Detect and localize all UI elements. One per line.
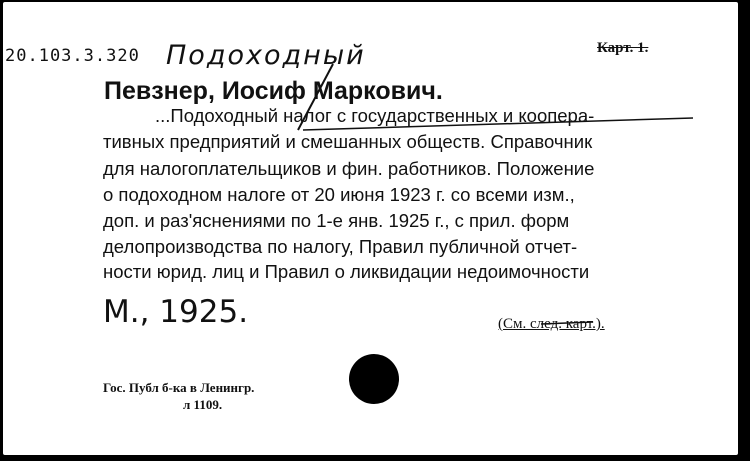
handwritten-subject: Подоходный [166, 40, 366, 71]
see-next-text: (См. след. карт.). [498, 316, 605, 332]
card-label: Карт. 1. [597, 40, 649, 56]
description-line-7: ности юрид. лиц и Правил о ликвидации недоимочности [103, 261, 590, 282]
catalog-number: 20.103.3.320 [5, 46, 140, 66]
handwritten-place-year: М., 1925. [103, 294, 249, 330]
description-line-2: тивных предприятий и смешанных обществ. Справочник [103, 131, 593, 152]
pen-underline-mark [303, 118, 693, 130]
description-line-6: делопроизводства по налогу, Правил публичной отчет- [103, 236, 578, 257]
description-line-4: о подоходном налоге от 20 июня 1923 г. со всеми изм., [103, 184, 575, 205]
description-line-1: ...Подоходный налог с государственных и коопера- [155, 105, 595, 126]
description-line-5: доп. и раз'яснениями по 1-е янв. 1925 г., с прил. форм [103, 210, 570, 231]
author-heading: Певзнер, Иосиф Маркович. [104, 77, 443, 105]
description-line-3: для налогоплательщиков и фин. работников. Положение [103, 158, 595, 179]
stamp-line-2: л 1109. [183, 397, 223, 412]
handwritten-marks [3, 2, 738, 455]
catalog-card [3, 2, 738, 455]
stamp-line-1: Гос. Публ б-ка в Ленингр. [103, 380, 255, 395]
pen-slash-mark [298, 64, 333, 130]
pen-strike-mark [541, 322, 593, 324]
